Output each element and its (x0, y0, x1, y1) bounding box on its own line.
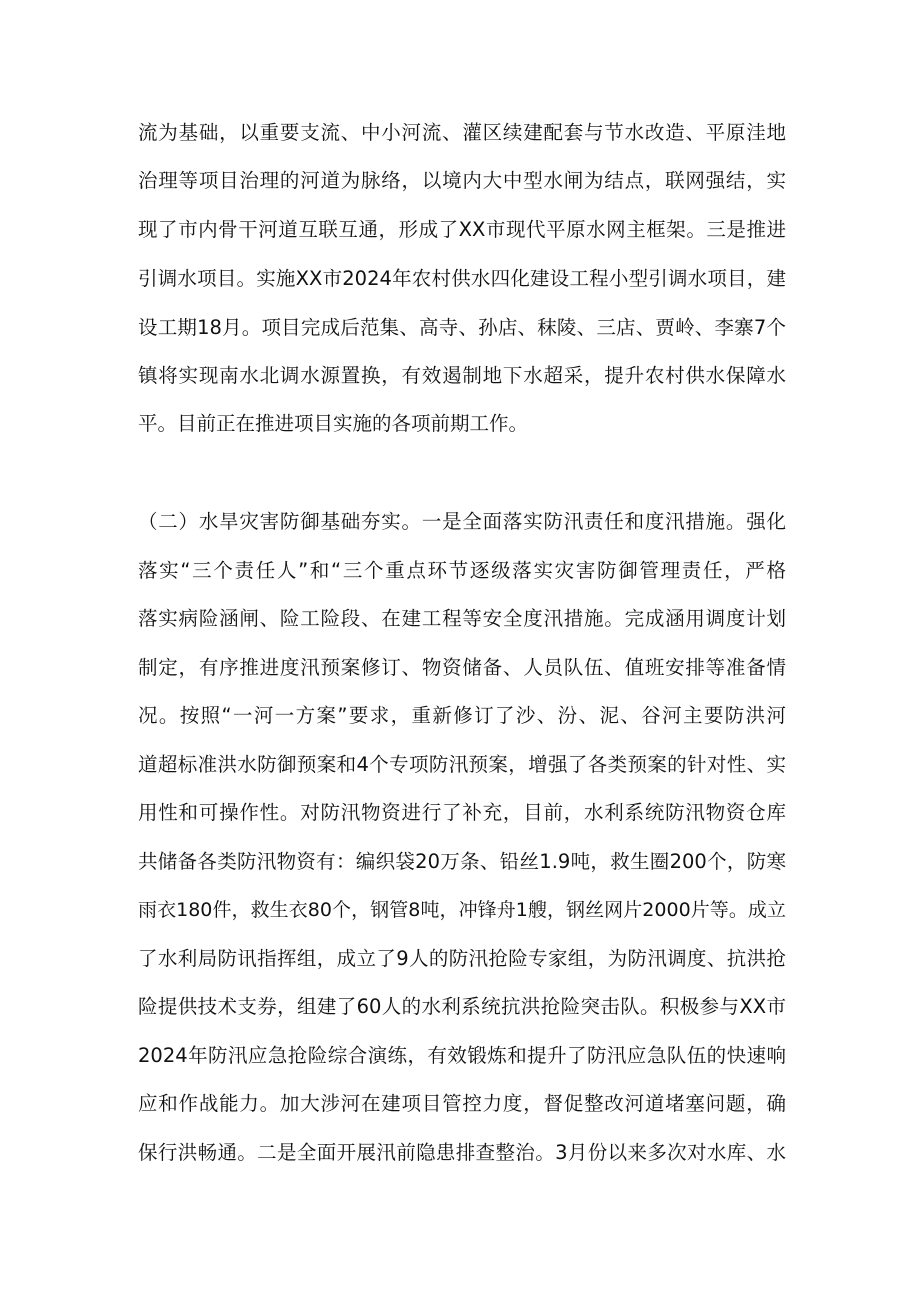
paragraph-2-line-9: 雨衣180件，救生衣80个，钢管8吨，冲锋舟1艘，钢丝网片2000片等。成立 (138, 899, 786, 921)
paragraph-2-line-7: 用性和可操作性。对防汛物资进行了补充，目前，水利系统防汛物资仓库 (138, 801, 786, 824)
paragraph-2-line-6: 道超标准洪水防御预案和4个专项防汛预案，增强了各类预案的针对性、实 (138, 753, 786, 776)
paragraph-1-line-4: 引调水项目。实施XX市2024年农村供水四化建设工程小型引调水项目，建 (138, 267, 786, 290)
paragraph-2-line-4: 制定，有序推进度汛预案修订、物资储备、人员队伍、值班安排等准备情 (138, 656, 786, 679)
paragraph-2-line-2: 落实“三个责任人”和“三个重点环节逐级落实灾害防御管理责任，严格 (138, 559, 786, 582)
paragraph-1-line-1: 流为基础，以重要支流、中小河流、灌区续建配套与节水改造、平原洼地 (138, 121, 786, 144)
paragraph-2-line-13: 应和作战能力。加大涉河在建项目管控力度，督促整改河道堵塞问题，确 (138, 1092, 786, 1115)
paragraph-1-line-5: 设工期18月。项目完成后范集、高寺、孙店、秣陵、三店、贾岭、李寨7个 (138, 316, 786, 339)
paragraph-1-line-6: 镇将实现南水北调水源置换，有效遏制地下水超采，提升农村供水保障水 (138, 364, 786, 387)
paragraph-1-line-3: 现了市内骨干河道互联互通，形成了XX市现代平原水网主框架。三是推进 (138, 218, 786, 241)
paragraph-2-line-5: 况。按照“一河一方案”要求，重新修订了沙、汾、泥、谷河主要防洪河 (138, 704, 786, 727)
paragraph-2-line-1: （二）水旱灾害防御基础夯实。一是全面落实防汛责任和度汛措施。强化 (138, 510, 786, 533)
paragraph-1-line-7: 平。目前正在推进项目实施的各项前期工作。 (138, 412, 529, 435)
paragraph-2-line-10: 了水利局防讯指挥组，成立了9人的防汛抢险专家组，为防汛调度、抗洪抢 (138, 947, 786, 970)
paragraph-2-line-8: 共储备各类防汛物资有：编织袋20万条、铅丝1.9吨，救生圈200个，防寒 (138, 850, 786, 873)
paragraph-2-line-3: 落实病险涵闸、险工险段、在建工程等安全度汛措施。完成涵用调度计划 (138, 607, 786, 630)
paragraph-2-line-14: 保行洪畅通。二是全面开展汛前隐患排查整治。3月份以来多次对水库、水 (138, 1141, 786, 1164)
paragraph-2-line-11: 险提供技术支券，组建了60人的水利系统抗洪抢险突击队。积极参与XX市 (138, 995, 786, 1018)
paragraph-2-line-12: 2024年防汛应急抢险综合演练，有效锻炼和提升了防汛应急队伍的快速响 (138, 1044, 786, 1067)
paragraph-1-line-2: 治理等项目治理的河道为脉络，以境内大中型水闸为结点，联网强结，实 (138, 169, 786, 192)
